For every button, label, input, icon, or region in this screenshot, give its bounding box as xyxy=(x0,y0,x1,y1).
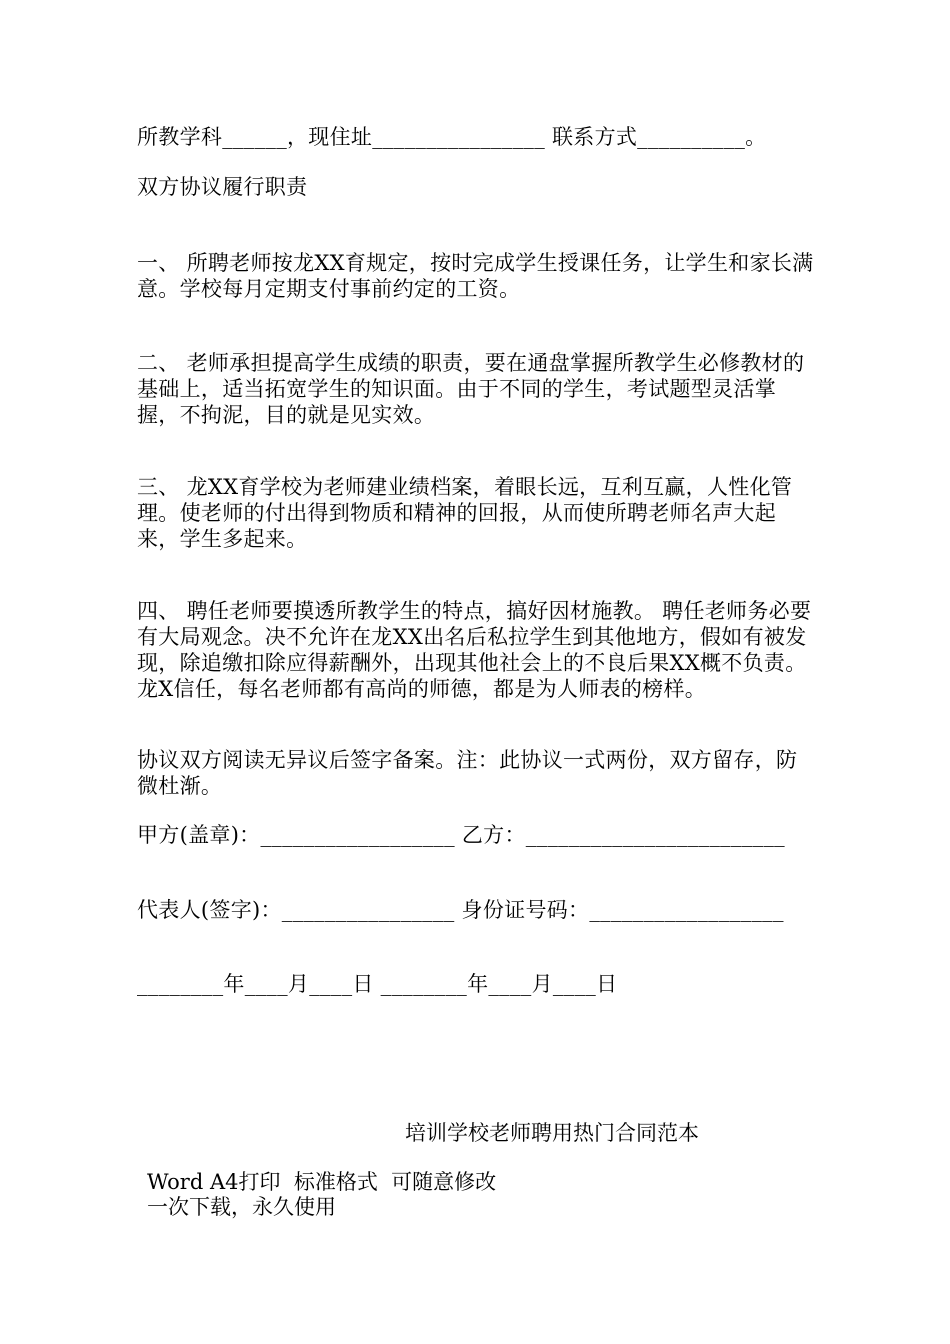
signature-party-line: 甲方(盖章)：__________________ 乙方：________________________ xyxy=(137,823,785,847)
clause-3: 三、 龙XX育学校为老师建业绩档案，着眼长远，互利互赢，人性化管理。使老师的付出得到物质和精神的回报，从而使所聘老师名声大起来，学生多起来。 xyxy=(137,475,793,551)
footer-note-line-2: 一次下载，永久使用 xyxy=(147,1195,336,1219)
footer-note-line-1: Word A4打印 标准格式 可随意修改 xyxy=(147,1170,497,1194)
date-line: ________年____月____日 ________年____月____日 xyxy=(137,972,618,996)
footer-title: 培训学校老师聘用热门合同范本 xyxy=(405,1121,699,1145)
section-heading: 双方协议履行职责 xyxy=(137,175,308,199)
clause-1: 一、 所聘老师按龙XX育规定，按时完成学生授课任务，让学生和家长满意。学校每月定期支付事前约定的工资。 xyxy=(137,251,814,301)
clause-2: 二、 老师承担提高学生成绩的职责，要在通盘掌握所教学生必修教材的基础上，适当拓宽学生的知识面。由于不同的学生，考试题型灵活掌握，不拘泥，目的就是见实效。 xyxy=(137,351,805,427)
signature-representative-line: 代表人(签字)：________________ 身份证号码：__________________ xyxy=(137,898,784,922)
closing-statement: 协议双方阅读无异议后签字备案。注：此协议一式两份，双方留存，防微杜渐。 xyxy=(137,748,798,798)
clause-4: 四、 聘任老师要摸透所教学生的特点，搞好因材施教。 聘任老师务必要有大局观念。决不允许在龙XX出名后私拉学生到其他地方，假如有被发现，除追缴扣除应得薪酬外，出现其他社会上的不良后果XX概不负责。龙X信任，每名老师都有高尚的师德，都是为人师表的榜样。 xyxy=(137,599,812,701)
info-line: 所教学科______，现住址________________ 联系方式__________。 xyxy=(137,125,767,149)
